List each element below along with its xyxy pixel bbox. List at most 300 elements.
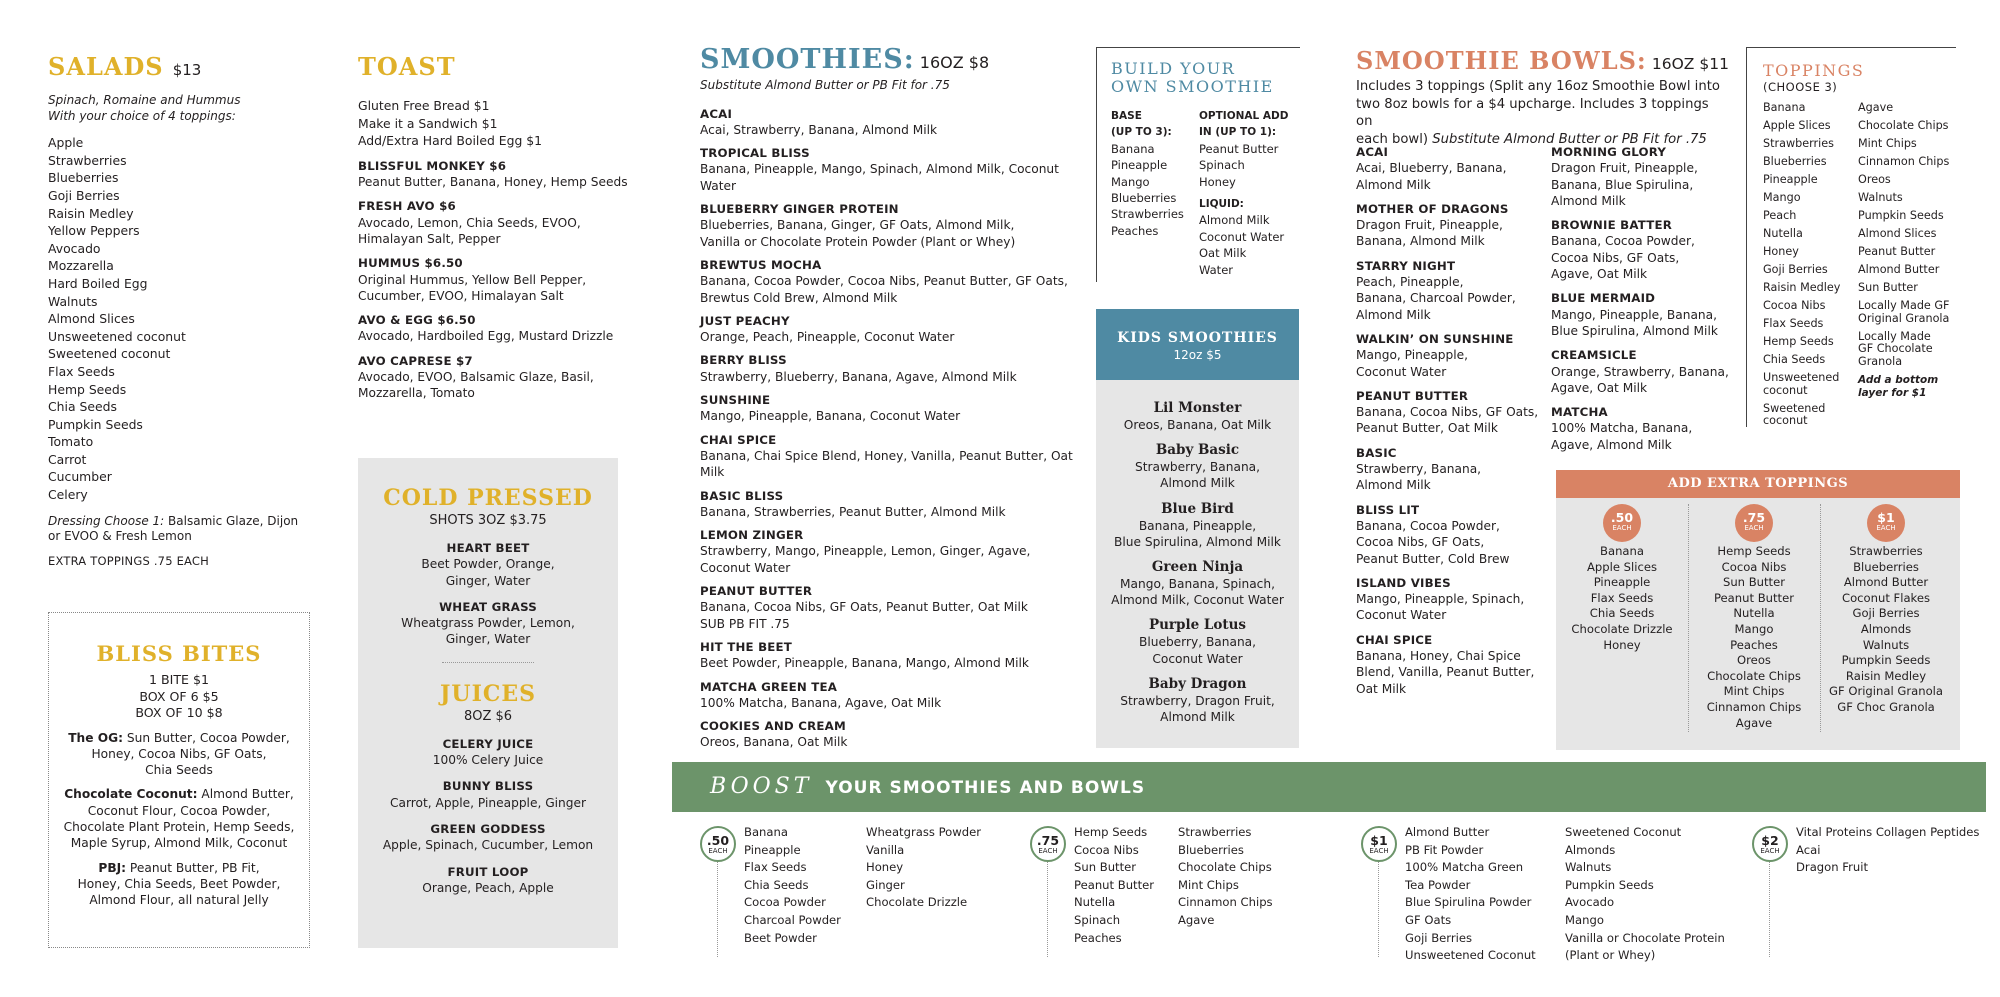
topping-option-text: Peach (1763, 209, 1797, 222)
topping-option-text: Chia Seeds (1763, 353, 1826, 366)
boost-item (1796, 861, 1979, 874)
boost-item-text: Almond Butter (1405, 825, 1490, 839)
liquid-list (1199, 212, 1288, 278)
topping-option-text: Banana (1763, 101, 1806, 114)
boost-item (744, 932, 841, 945)
juice-desc: 100% Celery Juice (432, 753, 544, 768)
topping-option-text: Cinnamon Chips (1858, 155, 1950, 168)
kids-header (1096, 309, 1299, 380)
bowl-name: BLUE MERMAID (1551, 291, 1656, 306)
juice-desc: Apple, Spinach, Cucumber, Lemon (382, 838, 594, 853)
bowls-desc: Includes 3 toppings (Split any 16oz Smoothie Bowl into (1356, 79, 1720, 94)
kids-item-name: Lil Monster (1153, 400, 1242, 416)
boost-item-text: Tea Powder (1405, 877, 1471, 892)
topping-option-text: Mango (1763, 191, 1801, 204)
topping-option-text: Cocoa Nibs (1763, 299, 1826, 312)
boost-item (1074, 914, 1154, 927)
extra-item: Blueberries (1853, 559, 1919, 574)
topping-option (1763, 300, 1858, 313)
build-base-item: Mango (1111, 174, 1150, 189)
smoothie-desc: Orange, Peach, Pineapple, Coconut Water (700, 330, 955, 345)
boost-item (1074, 879, 1154, 892)
boost-item (1405, 826, 1536, 839)
topping-option (1858, 331, 1956, 369)
build-optional-item: Spinach (1199, 158, 1245, 173)
extra-price-badge (1867, 504, 1905, 542)
topping-option-text: coconut (1763, 414, 1808, 428)
bliss-item-line (49, 730, 309, 746)
topping-option-text: Peanut Butter (1858, 245, 1936, 258)
extra-item: Nutella (1733, 606, 1775, 621)
bowl-item (1356, 502, 1546, 567)
cold-pressed-desc: Wheatgrass Powder, Lemon, (401, 616, 575, 631)
boost-item (744, 879, 841, 892)
topping-option-text: Unsweetened (1763, 371, 1840, 384)
bowl-item (1551, 347, 1741, 396)
base-title: BASE (1111, 110, 1142, 122)
boost-item-text: Pumpkin Seeds (1565, 877, 1654, 892)
toast-section (358, 52, 658, 410)
bliss-item-line (49, 860, 309, 876)
build-optional-item: Peanut Butter (1199, 141, 1279, 156)
boost-item-text: Goji Berries (1405, 930, 1473, 945)
cold-pressed-desc: Beet Powder, Orange, (421, 557, 555, 572)
smoothie-desc: SUB PB FIT .75 (700, 616, 790, 631)
boost-item-text: Peanut Butter (1074, 877, 1155, 892)
extra-item: Cinnamon Chips (1706, 699, 1802, 714)
extra-column (1820, 504, 1952, 716)
build-liquid-item: Oat Milk (1199, 246, 1247, 261)
boost-item-text: Strawberries (1178, 825, 1252, 839)
kids-item-name: Blue Bird (1161, 500, 1234, 517)
topping-option-text: Locally Made GF (1858, 299, 1950, 312)
bowl-desc: Banana, Honey, Chai Spice (1356, 649, 1521, 664)
boost-item (744, 896, 841, 909)
boost-column (1178, 826, 1273, 932)
bowl-desc: Oat Milk (1356, 681, 1407, 696)
salads-subtitle-2: With your choice of 4 toppings: (48, 108, 236, 123)
cold-pressed-title: COLD PRESSED (383, 485, 593, 511)
salads-subtitle: Spinach, Romaine and Hummus (48, 93, 241, 107)
smoothie-name: MATCHA GREEN TEA (700, 679, 838, 694)
boost-column (744, 826, 841, 949)
build-liquid-item: Coconut Water (1199, 229, 1285, 244)
toppings-subtitle: (CHOOSE 3) (1763, 80, 1838, 94)
boost-price-each: EACH (1369, 847, 1389, 855)
topping-option (1763, 210, 1858, 223)
bowl-name: ACAI (1356, 145, 1389, 159)
toppings-column-1 (1763, 102, 1858, 433)
kids-item-desc: Mango, Banana, Spinach, (1120, 577, 1275, 592)
smoothie-item (700, 679, 1080, 712)
smoothie-desc: 100% Matcha, Banana, Agave, Oat Milk (700, 695, 942, 710)
bowl-desc: Mango, Pineapple, (1356, 348, 1469, 363)
bliss-item-desc: Sun Butter, Cocoa Powder, (122, 730, 290, 745)
extra-toppings-header (1556, 470, 1960, 498)
boost-item-text: 100% Matcha Green (1405, 860, 1524, 875)
topping-option-text: Walnuts (1858, 191, 1903, 204)
topping-option (1763, 264, 1858, 277)
bowl-desc: Agave, Oat Milk (1551, 267, 1648, 282)
extra-item: Mint Chips (1723, 684, 1785, 699)
boost-column (1074, 826, 1154, 949)
extra-item: Oreos (1737, 653, 1771, 668)
toast-name: AVO CAPRESE $7 (358, 353, 473, 368)
topping-option-text: Pineapple (1763, 173, 1818, 186)
topping-option-text: Chocolate Chips (1858, 119, 1949, 132)
bowl-desc: Strawberry, Banana, (1356, 462, 1482, 477)
topping-option-text: Honey (1763, 245, 1799, 258)
extra-price: $1 (1877, 510, 1895, 525)
boost-price-badge (700, 826, 736, 862)
smoothie-item (700, 432, 1080, 481)
bliss-price: BOX OF 10 $8 (135, 705, 223, 720)
toast-title: TOAST (358, 52, 456, 81)
kids-item (1096, 441, 1299, 491)
salad-topping: Goji Berries (48, 187, 120, 203)
boost-item (1405, 932, 1536, 945)
boost-item (1405, 896, 1536, 909)
smoothie-desc: Brewtus Cold Brew, Almond Milk (700, 290, 898, 305)
boost-column (1405, 826, 1536, 967)
bowl-item (1356, 331, 1546, 380)
topping-option-text: GF Chocolate (1858, 342, 1933, 356)
bowl-name: ISLAND VIBES (1356, 575, 1451, 590)
build-base-item: Blueberries (1111, 191, 1177, 206)
boost-column (1565, 826, 1725, 967)
topping-option (1763, 372, 1858, 397)
boost-item (1178, 861, 1273, 874)
boost-item-text: (Plant or Whey) (1565, 948, 1656, 963)
extra-item: Peaches (1730, 637, 1778, 652)
smoothie-name: ACAI (700, 106, 733, 121)
extra-item: Honey (1603, 637, 1641, 652)
extra-item: Pumpkin Seeds (1841, 653, 1931, 668)
extra-price: .50 (1610, 510, 1634, 525)
dressing-options: Balsamic Glaze, Dijon (164, 513, 299, 528)
boost-item-text: Wheatgrass Powder (866, 825, 982, 839)
base-subtitle: (UP TO 3): (1111, 126, 1172, 139)
boost-item (866, 844, 981, 857)
extra-item: Almond Butter (1843, 575, 1929, 590)
boost-item (1405, 844, 1536, 857)
kids-item (1096, 616, 1299, 666)
kids-item-desc: Strawberry, Dragon Fruit, (1120, 693, 1275, 708)
bottom-layer-note-2: layer for $1 (1858, 386, 1927, 399)
toast-desc: Peanut Butter, Banana, Honey, Hemp Seeds (358, 175, 628, 190)
smoothies-subtitle: Substitute Almond Butter or PB Fit for .75 (700, 78, 950, 92)
boost-item (866, 861, 981, 874)
smoothie-item (700, 352, 1080, 385)
smoothie-desc: Beet Powder, Pineapple, Banana, Mango, Almond Milk (700, 656, 1029, 671)
smoothie-desc: Strawberry, Mango, Pineapple, Lemon, Ginger, Agave, (700, 544, 1031, 559)
juice-name: BUNNY BLISS (442, 779, 534, 794)
bowl-desc: Banana, Blue Spirulina, (1551, 177, 1694, 192)
bowl-desc: Mango, Pineapple, Banana, (1551, 307, 1718, 322)
salad-topping: Sweetened coconut (48, 346, 171, 362)
salad-topping: Carrot (48, 451, 87, 467)
bowl-desc: Acai, Blueberry, Banana, (1356, 161, 1507, 176)
bowl-name: MOTHER OF DRAGONS (1356, 201, 1509, 216)
salad-topping: Walnuts (48, 293, 98, 309)
topping-option (1763, 138, 1858, 151)
smoothie-name: BASIC BLISS (700, 488, 784, 503)
bliss-item-desc: Chocolate Plant Protein, Hemp Seeds, (63, 819, 295, 834)
smoothie-name: BREWTUS MOCHA (700, 257, 822, 272)
bliss-item-name: Chocolate Coconut: (64, 787, 198, 802)
boost-item-text: Sweetened Coconut (1565, 825, 1682, 839)
salads-extra-toppings: EXTRA TOPPINGS .75 EACH (48, 553, 209, 568)
boost-item (744, 844, 841, 857)
topping-option-text: Almond Slices (1858, 227, 1937, 240)
extra-item: Apple Slices (1586, 559, 1658, 574)
smoothie-item (700, 257, 1080, 306)
kids-list-panel (1096, 380, 1299, 748)
bowl-desc: Peanut Butter, Oat Milk (1356, 421, 1498, 436)
salads-price: $13 (172, 61, 202, 79)
toppings-column-2 (1858, 102, 1956, 369)
salads-title: SALADS (48, 52, 164, 81)
topping-option (1763, 102, 1858, 115)
bowl-item (1356, 144, 1546, 193)
toast-name: HUMMUS $6.50 (358, 256, 463, 271)
kids-item-name: Baby Dragon (1148, 675, 1247, 692)
smoothie-item (700, 488, 1080, 521)
extra-item: GF Choc Granola (1837, 699, 1935, 714)
bowl-desc: Almond Milk (1356, 177, 1431, 192)
build-title-2: OWN SMOOTHIE (1111, 77, 1274, 96)
boost-item-text: Ginger (866, 877, 905, 892)
bowl-desc: Dragon Fruit, Pineapple, (1356, 218, 1503, 233)
boost-banner (672, 762, 1986, 812)
bowl-desc: Banana, Almond Milk (1356, 234, 1485, 249)
salad-topping: Blueberries (48, 170, 119, 186)
smoothie-desc: Banana, Cocoa Powder, Cocoa Nibs, Peanut Butter, GF Oats, (700, 274, 1068, 289)
smoothie-desc: Banana, Pineapple, Mango, Spinach, Almond Milk, Coconut Water (700, 162, 1059, 193)
bliss-bites-box (48, 612, 310, 948)
kids-item-desc: Strawberry, Banana, (1134, 460, 1261, 475)
boost-item-text: Dragon Fruit (1796, 860, 1868, 875)
smoothie-name: SUNSHINE (700, 393, 771, 408)
bowl-name: MORNING GLORY (1551, 145, 1667, 159)
bowl-desc: Banana, Cocoa Powder, (1551, 234, 1695, 249)
boost-item (1565, 879, 1725, 892)
toast-desc: Avocado, Lemon, Chia Seeds, EVOO, (358, 215, 581, 230)
bliss-bites-title: BLISS BITES (96, 641, 262, 666)
topping-option-text: Pumpkin Seeds (1858, 209, 1944, 222)
boost-title: YOUR SMOOTHIES AND BOWLS (825, 778, 1146, 798)
smoothies-section (700, 44, 1080, 758)
bowls-section (1356, 46, 1729, 148)
boost-item (1178, 914, 1273, 927)
bowl-item (1356, 575, 1546, 624)
topping-option (1858, 246, 1956, 259)
bowls-desc-3: each bowl) (1356, 131, 1433, 147)
bowl-item (1551, 144, 1741, 209)
bliss-item (49, 730, 309, 779)
build-optional-item: Honey (1199, 174, 1236, 189)
toast-basic: Gluten Free Bread $1 (358, 98, 490, 113)
bowl-item (1356, 388, 1546, 437)
liquid-title: LIQUID: (1199, 198, 1244, 211)
salad-topping: Unsweetened coconut (48, 328, 186, 344)
kids-item-desc: Blue Spirulina, Almond Milk (1114, 534, 1281, 549)
salad-topping: Apple (48, 135, 84, 151)
bowls-column-2 (1551, 144, 1741, 461)
bowl-desc: Orange, Strawberry, Banana, (1551, 364, 1729, 379)
boost-divider (717, 862, 718, 957)
boost-price: .50 (706, 833, 730, 848)
bowl-desc: Peanut Butter, Cold Brew (1356, 551, 1510, 566)
boost-item-text: GF Oats (1405, 912, 1452, 927)
smoothie-item (700, 639, 1080, 672)
bliss-item-name: The OG: (68, 730, 123, 745)
topping-option (1858, 192, 1956, 205)
toast-desc: Himalayan Salt, Pepper (358, 231, 501, 246)
boost-item (744, 914, 841, 927)
cold-pressed-subtitle: SHOTS 3OZ $3.75 (429, 513, 547, 528)
build-base-item: Strawberries (1111, 207, 1184, 222)
boost-item (1565, 861, 1725, 874)
toast-desc: Mozzarella, Tomato (358, 386, 475, 401)
bliss-bites-items (49, 730, 309, 909)
build-base-item: Pineapple (1111, 158, 1168, 173)
boost-item-text: Spinach (1074, 912, 1121, 927)
boost-item-text: Walnuts (1565, 860, 1612, 875)
bowl-name: PEANUT BUTTER (1356, 388, 1469, 403)
boost-item-text: Acai (1796, 842, 1821, 857)
boost-price: .75 (1036, 833, 1060, 848)
bowl-name: BLISS LIT (1356, 502, 1420, 517)
bowl-item (1551, 404, 1741, 453)
extra-price-each: EACH (1876, 524, 1896, 532)
juice-item (358, 821, 618, 854)
extra-item: Mango (1734, 621, 1774, 636)
salad-topping: Flax Seeds (48, 363, 115, 379)
boost-item (1405, 949, 1536, 962)
boost-item (1405, 914, 1536, 927)
juices-items (358, 736, 618, 896)
boost-item-text: Peaches (1074, 930, 1122, 945)
topping-option-text: Goji Berries (1763, 263, 1828, 276)
smoothie-name: TROPICAL BLISS (700, 146, 810, 161)
smoothie-name: BERRY BLISS (700, 353, 787, 368)
kids-item (1096, 675, 1299, 725)
topping-option-text: Sweetened (1763, 401, 1826, 415)
boost-item (1565, 844, 1725, 857)
topping-option (1858, 264, 1956, 277)
salad-topping: Hard Boiled Egg (48, 275, 148, 291)
cold-pressed-desc: Ginger, Water (445, 573, 531, 588)
toppings-title: TOPPINGS (1763, 61, 1865, 80)
build-base-item: Banana (1111, 141, 1155, 156)
smoothie-item (700, 392, 1080, 425)
boost-price: $2 (1761, 833, 1779, 848)
bliss-item-desc: Almond Flour, all natural Jelly (89, 893, 269, 908)
boost-item-text: Charcoal Powder (744, 912, 841, 927)
extra-price-badge (1735, 504, 1773, 542)
boost-price-each: EACH (708, 847, 728, 855)
bliss-item-desc: Maple Syrup, Almond Milk, Coconut (70, 836, 288, 851)
boost-item (1796, 826, 1979, 839)
kids-item-name: Green Ninja (1151, 559, 1244, 576)
salad-topping: Raisin Medley (48, 205, 134, 221)
bowl-desc: Banana, Cocoa Nibs, GF Oats, (1356, 405, 1539, 420)
salads-toppings-list (48, 134, 318, 503)
boost-item-text: Beet Powder (744, 930, 817, 945)
toast-name: BLISSFUL MONKEY $6 (358, 158, 507, 173)
salad-topping: Strawberries (48, 152, 127, 168)
salad-topping: Celery (48, 487, 88, 503)
extra-toppings-title: ADD EXTRA TOPPINGS (1667, 476, 1849, 491)
salad-topping: Cucumber (48, 469, 112, 485)
build-base-item: Peaches (1111, 223, 1159, 238)
extra-item: Goji Berries (1852, 606, 1920, 621)
extra-item: Pineapple (1593, 575, 1651, 590)
smoothie-item (700, 718, 1080, 751)
boost-divider (1378, 862, 1379, 957)
topping-option-text: Locally Made (1858, 329, 1931, 343)
boost-price-each: EACH (1038, 847, 1058, 855)
bowl-name: CHAI SPICE (1356, 632, 1433, 647)
topping-option (1858, 282, 1956, 295)
cold-pressed-item (358, 599, 618, 648)
boost-item-text: Vital Proteins Collagen Peptides (1796, 825, 1980, 839)
boost-item-text: Banana (744, 825, 788, 839)
topping-option-text: Mint Chips (1858, 137, 1917, 150)
topping-option (1858, 228, 1956, 241)
topping-option-text: Strawberries (1763, 137, 1834, 150)
boost-item-text: Chocolate Drizzle (866, 895, 968, 910)
smoothie-item (700, 106, 1080, 139)
topping-option-text: Hemp Seeds (1763, 335, 1834, 348)
bliss-price: BOX OF 6 $5 (139, 688, 219, 704)
bowl-item (1356, 445, 1546, 494)
extra-price-each: EACH (1612, 524, 1632, 532)
boost-divider (1047, 862, 1048, 957)
boost-item (1074, 844, 1154, 857)
bliss-bites-prices (49, 672, 309, 722)
topping-option-text: Raisin Medley (1763, 281, 1841, 294)
smoothie-desc: Banana, Cocoa Nibs, GF Oats, Peanut Butter, Oat Milk (700, 600, 1028, 615)
bowl-desc: Mango, Pineapple, Spinach, (1356, 592, 1525, 607)
extra-list (1820, 544, 1952, 716)
optional-subtitle: IN (UP TO 1): (1199, 126, 1277, 139)
boost-item (1565, 826, 1725, 839)
bowl-item (1551, 217, 1741, 282)
boost-item-text: Blue Spirulina Powder (1405, 895, 1532, 910)
extra-item: Hemp Seeds (1717, 544, 1791, 558)
bowl-item (1356, 201, 1546, 250)
extra-item: Chia Seeds (1589, 606, 1655, 621)
extra-price: .75 (1742, 510, 1766, 525)
kids-item-desc: Blueberry, Banana, (1138, 635, 1257, 650)
extra-item: Sun Butter (1722, 575, 1786, 590)
boost-item-text: Agave (1178, 912, 1215, 927)
topping-option (1763, 246, 1858, 259)
bliss-item-line (49, 786, 309, 802)
boost-price-badge (1030, 826, 1066, 862)
bowl-desc: Almond Milk (1356, 307, 1431, 322)
topping-option (1858, 174, 1956, 187)
build-liquid-item: Almond Milk (1199, 213, 1270, 228)
boost-price: $1 (1370, 833, 1388, 848)
bowl-name: WALKIN’ ON SUNSHINE (1356, 331, 1514, 346)
toast-desc: Avocado, Hardboiled Egg, Mustard Drizzle (358, 329, 614, 344)
boost-item-text: Honey (866, 860, 904, 875)
topping-option (1763, 403, 1858, 428)
cold-pressed-name: WHEAT GRASS (439, 599, 537, 614)
